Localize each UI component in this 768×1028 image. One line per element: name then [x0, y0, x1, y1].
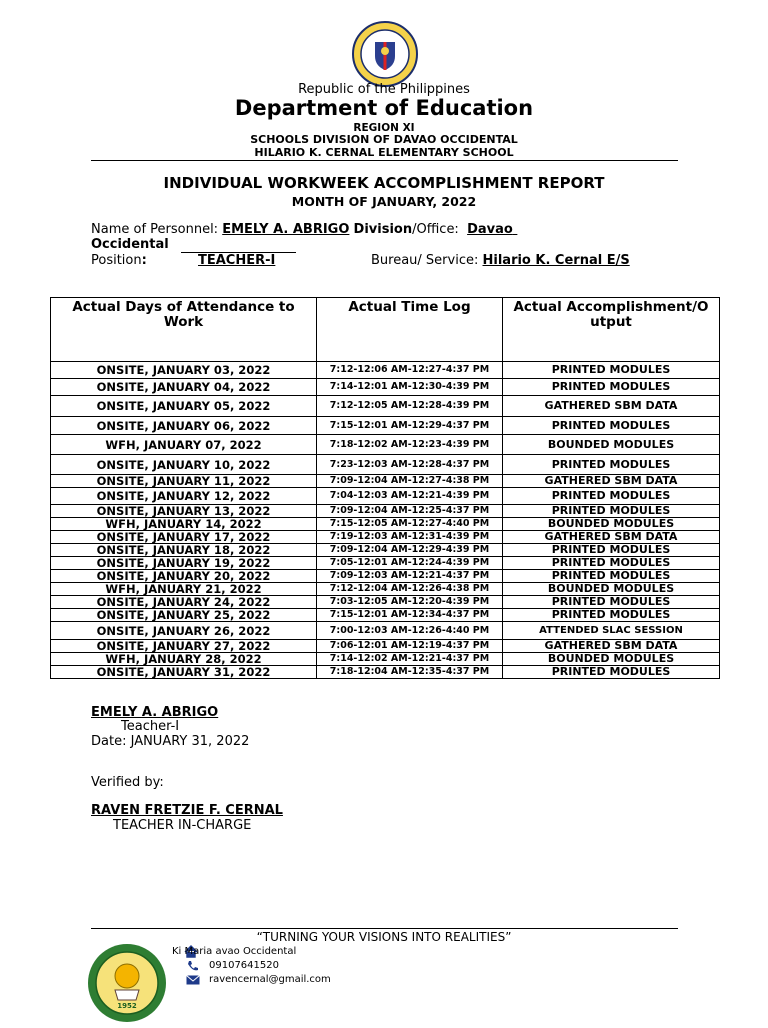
signature-date: Date: JANUARY 31, 2022 — [91, 734, 250, 749]
accomplishment-cell: GATHERED SBM DATA — [503, 396, 720, 417]
office-value-line — [91, 237, 169, 252]
attendance-day-cell: ONSITE, JANUARY 19, 2022 — [51, 557, 317, 570]
bureau-line — [371, 253, 630, 268]
signatory-name: EMELY A. ABRIGO — [91, 705, 219, 720]
attendance-day-cell: ONSITE, JANUARY 03, 2022 — [51, 362, 317, 379]
accomplishment-cell: PRINTED MODULES — [503, 455, 720, 475]
table-row — [51, 362, 720, 379]
attendance-day-cell: ONSITE, JANUARY 25, 2022 — [51, 609, 317, 622]
accomplishment-cell: GATHERED SBM DATA — [503, 475, 720, 488]
position-value: TEACHER-I — [198, 253, 276, 268]
footer-email: ravencernal@gmail.com — [209, 974, 331, 985]
header-republic: Republic of the Philippines — [298, 82, 470, 97]
verifier-title: TEACHER IN-CHARGE — [113, 818, 252, 833]
table-row — [51, 609, 720, 622]
name-label: Name of Personnel: — [91, 222, 219, 237]
time-log-cell: 7:09-12:04 AM-12:29-4:39 PM — [317, 544, 503, 557]
accomplishment-cell: PRINTED MODULES — [503, 488, 720, 505]
time-log-cell: 7:00-12:03 AM-12:26-4:40 PM — [317, 622, 503, 640]
svg-text:1952: 1952 — [117, 1002, 137, 1010]
header-days: Actual Days of Attendance to Work — [51, 298, 317, 362]
personnel-name-line — [91, 222, 517, 237]
attendance-day-cell: ONSITE, JANUARY 26, 2022 — [51, 622, 317, 640]
accomplishment-cell: PRINTED MODULES — [503, 570, 720, 583]
time-log-cell: 7:18-12:02 AM-12:23-4:39 PM — [317, 435, 503, 455]
footer-address: Ki Maria avao Occidental — [172, 946, 297, 957]
table-row — [51, 505, 720, 518]
attendance-day-cell: ONSITE, JANUARY 05, 2022 — [51, 396, 317, 417]
time-log-cell: 7:14-12:01 AM-12:30-4:39 PM — [317, 379, 503, 396]
deped-seal-logo — [351, 20, 419, 88]
table-row — [51, 518, 720, 531]
table-row — [51, 557, 720, 570]
attendance-day-cell: ONSITE, JANUARY 04, 2022 — [51, 379, 317, 396]
attendance-day-cell: ONSITE, JANUARY 06, 2022 — [51, 417, 317, 435]
accomplishment-cell: PRINTED MODULES — [503, 596, 720, 609]
attendance-day-cell: WFH, JANUARY 14, 2022 — [51, 518, 317, 531]
time-log-cell: 7:18-12:04 AM-12:35-4:37 PM — [317, 666, 503, 679]
time-log-cell: 7:23-12:03 AM-12:28-4:37 PM — [317, 455, 503, 475]
accomplishment-cell: PRINTED MODULES — [503, 609, 720, 622]
table-row — [51, 475, 720, 488]
verified-by-label: Verified by: — [91, 775, 164, 790]
attendance-day-cell: ONSITE, JANUARY 12, 2022 — [51, 488, 317, 505]
accomplishment-cell: GATHERED SBM DATA — [503, 640, 720, 653]
accomplishment-cell: PRINTED MODULES — [503, 544, 720, 557]
attendance-table — [50, 297, 720, 679]
time-log-cell: 7:05-12:01 AM-12:24-4:39 PM — [317, 557, 503, 570]
accomplishment-cell: BOUNDED MODULES — [503, 518, 720, 531]
office-value: Davao — [467, 222, 513, 237]
table-row — [51, 570, 720, 583]
attendance-day-cell: ONSITE, JANUARY 27, 2022 — [51, 640, 317, 653]
report-month: MONTH OF JANUARY, 2022 — [291, 194, 477, 209]
time-log-cell: 7:19-12:03 AM-12:31-4:39 PM — [317, 531, 503, 544]
attendance-day-cell: WFH, JANUARY 07, 2022 — [51, 435, 317, 455]
time-log-cell: 7:15-12:01 AM-12:29-4:37 PM — [317, 417, 503, 435]
table-row — [51, 666, 720, 679]
header-division: SCHOOLS DIVISION OF DAVAO OCCIDENTAL — [250, 133, 518, 146]
attendance-day-cell: ONSITE, JANUARY 20, 2022 — [51, 570, 317, 583]
mail-icon — [186, 975, 200, 988]
school-seal-logo — [86, 942, 168, 1024]
table-row — [51, 622, 720, 640]
office-value-continued: Occidental — [91, 237, 169, 252]
header-time-log: Actual Time Log — [317, 298, 503, 362]
table-row — [51, 417, 720, 435]
time-log-cell: 7:06-12:01 AM-12:19-4:37 PM — [317, 640, 503, 653]
time-log-cell: 7:15-12:01 AM-12:34-4:37 PM — [317, 609, 503, 622]
attendance-day-cell: WFH, JANUARY 21, 2022 — [51, 583, 317, 596]
time-log-cell: 7:09-12:04 AM-12:27-4:38 PM — [317, 475, 503, 488]
time-log-cell: 7:12-12:05 AM-12:28-4:39 PM — [317, 396, 503, 417]
signatory-title: Teacher-I — [121, 719, 180, 734]
accomplishment-cell: PRINTED MODULES — [503, 666, 720, 679]
attendance-day-cell: ONSITE, JANUARY 13, 2022 — [51, 505, 317, 518]
time-log-cell: 7:12-12:06 AM-12:27-4:37 PM — [317, 362, 503, 379]
table-row — [51, 531, 720, 544]
accomplishment-cell: ATTENDED SLAC SESSION — [503, 622, 720, 640]
report-title: INDIVIDUAL WORKWEEK ACCOMPLISHMENT REPORT — [163, 174, 605, 192]
footer-divider — [91, 928, 678, 929]
attendance-day-cell: ONSITE, JANUARY 18, 2022 — [51, 544, 317, 557]
bureau-value: Hilario K. Cernal E/S — [482, 253, 630, 268]
accomplishment-cell: BOUNDED MODULES — [503, 653, 720, 666]
office-label: /Office: — [412, 222, 459, 237]
header-accomplishment: Actual Accomplishment/Output — [503, 298, 720, 362]
accomplishment-cell: BOUNDED MODULES — [503, 435, 720, 455]
time-log-cell: 7:14-12:02 AM-12:21-4:37 PM — [317, 653, 503, 666]
time-log-cell: 7:09-12:04 AM-12:25-4:37 PM — [317, 505, 503, 518]
time-log-cell: 7:12-12:04 AM-12:26-4:38 PM — [317, 583, 503, 596]
table-row — [51, 488, 720, 505]
position-label: Position: — [91, 253, 147, 268]
attendance-day-cell: ONSITE, JANUARY 10, 2022 — [51, 455, 317, 475]
accomplishment-cell: PRINTED MODULES — [503, 362, 720, 379]
time-log-cell: 7:15-12:05 AM-12:27-4:40 PM — [317, 518, 503, 531]
header-department: Department of Education — [234, 96, 534, 120]
accomplishment-cell: BOUNDED MODULES — [503, 583, 720, 596]
table-row — [51, 544, 720, 557]
header-school: HILARIO K. CERNAL ELEMENTARY SCHOOL — [254, 146, 514, 159]
footer-phone: 09107641520 — [209, 960, 279, 971]
table-row — [51, 653, 720, 666]
verifier-name: RAVEN FRETZIE F. CERNAL — [91, 803, 283, 818]
table-row — [51, 379, 720, 396]
table-row — [51, 396, 720, 417]
accomplishment-cell: PRINTED MODULES — [503, 379, 720, 396]
table-row — [51, 596, 720, 609]
table-row — [51, 455, 720, 475]
table-header-row — [51, 298, 720, 362]
time-log-cell: 7:03-12:05 AM-12:20-4:39 PM — [317, 596, 503, 609]
time-log-cell: 7:04-12:03 AM-12:21-4:39 PM — [317, 488, 503, 505]
accomplishment-cell: GATHERED SBM DATA — [503, 531, 720, 544]
attendance-day-cell: WFH, JANUARY 28, 2022 — [51, 653, 317, 666]
table-row — [51, 583, 720, 596]
name-value: EMELY A. ABRIGO — [222, 222, 350, 237]
time-log-cell: 7:09-12:03 AM-12:21-4:37 PM — [317, 570, 503, 583]
table-body — [51, 362, 720, 679]
attendance-day-cell: ONSITE, JANUARY 17, 2022 — [51, 531, 317, 544]
header-divider — [91, 160, 678, 161]
bureau-label: Bureau/ Service: — [371, 253, 479, 268]
attendance-day-cell: ONSITE, JANUARY 11, 2022 — [51, 475, 317, 488]
accomplishment-cell: PRINTED MODULES — [503, 557, 720, 570]
division-label: Division — [353, 222, 413, 237]
table-row — [51, 435, 720, 455]
header-region: REGION XI — [353, 122, 415, 134]
footer-motto: “TURNING YOUR VISIONS INTO REALITIES” — [256, 930, 512, 944]
accomplishment-cell: PRINTED MODULES — [503, 505, 720, 518]
accomplishment-cell: PRINTED MODULES — [503, 417, 720, 435]
table-row — [51, 640, 720, 653]
attendance-day-cell: ONSITE, JANUARY 24, 2022 — [51, 596, 317, 609]
phone-icon — [187, 960, 199, 975]
attendance-day-cell: ONSITE, JANUARY 31, 2022 — [51, 666, 317, 679]
